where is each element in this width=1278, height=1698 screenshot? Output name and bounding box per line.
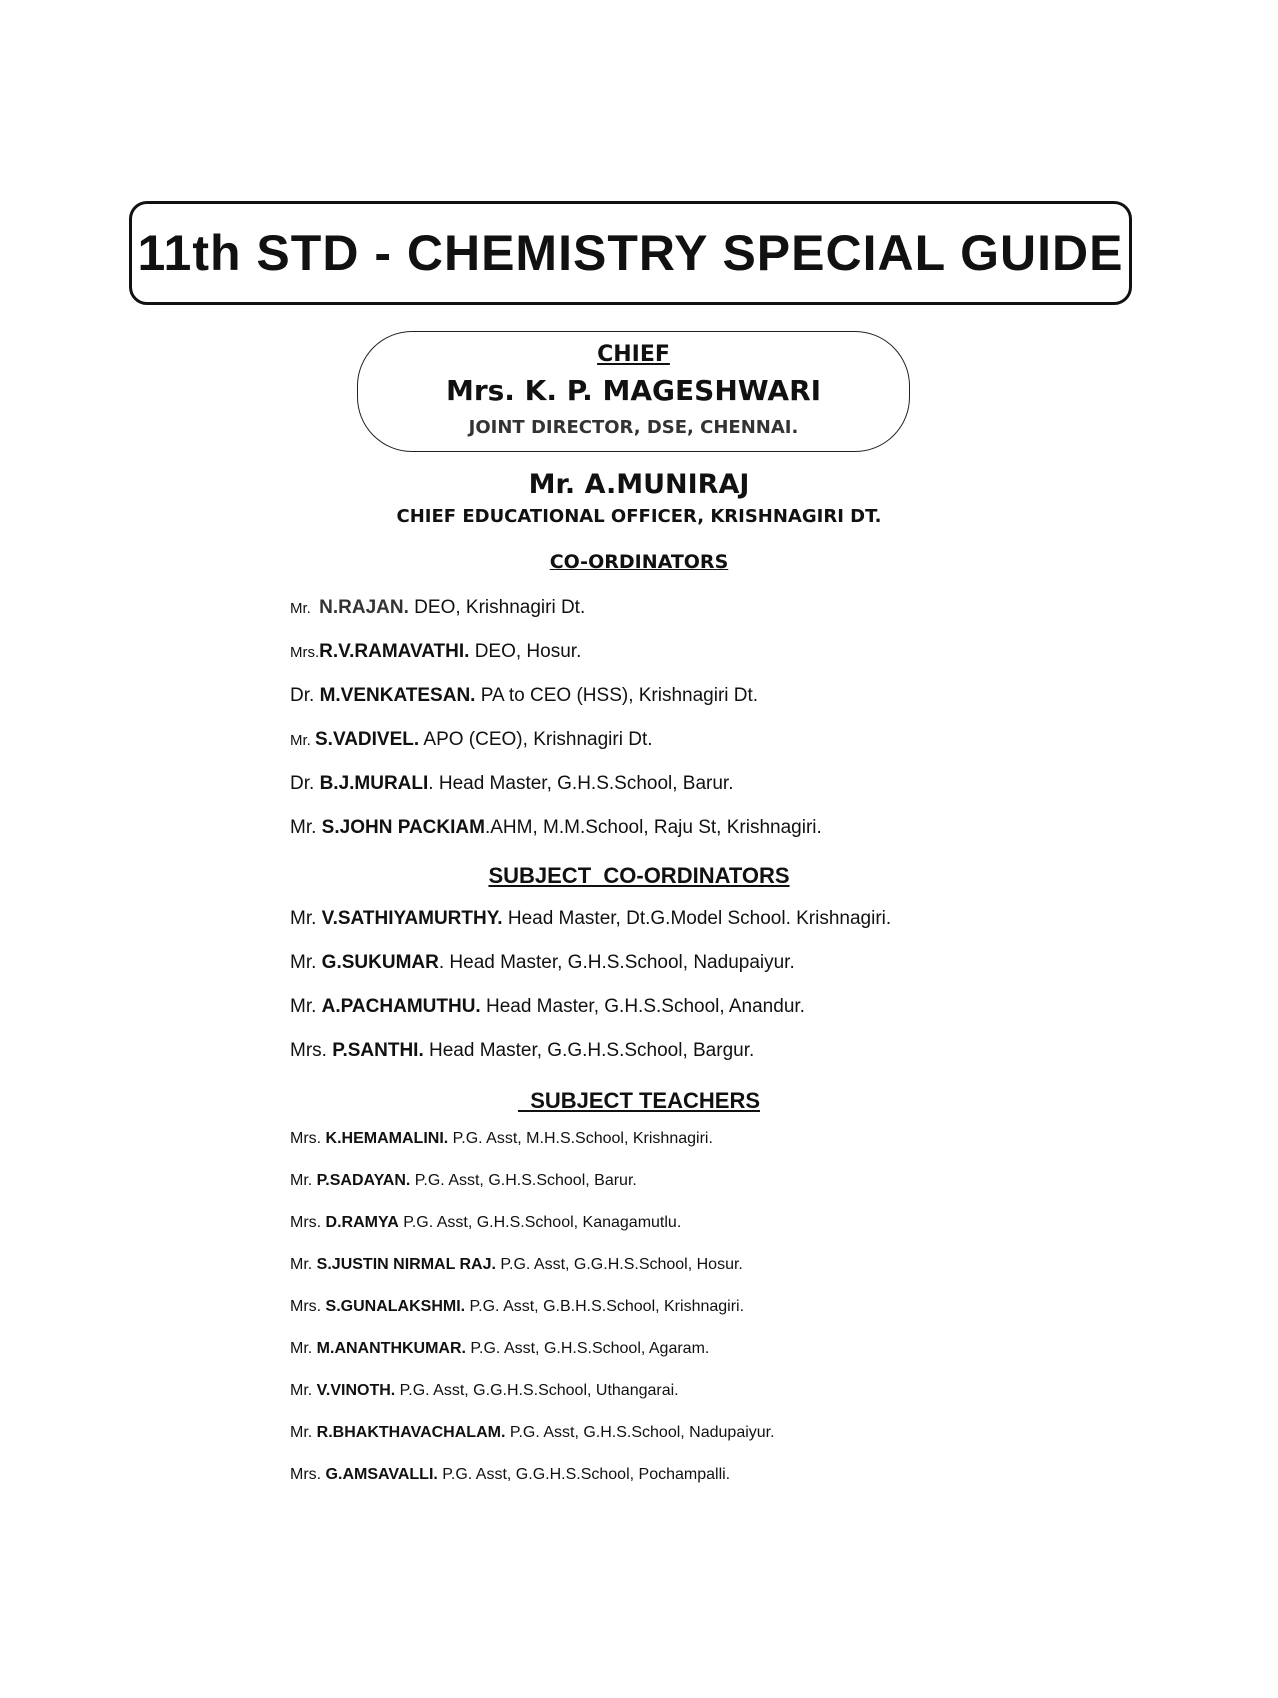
person-detail: .AHM, M.M.School, Raju St, Krishnagiri. [484, 817, 822, 838]
chief-label: CHIEF [597, 342, 670, 367]
person-detail: PA to CEO (HSS), Krishnagiri Dt. [475, 685, 759, 706]
subject-coordinator-row [290, 1040, 754, 1062]
coordinator-row [290, 597, 585, 619]
teacher-row [290, 1466, 730, 1484]
chief-box [357, 331, 910, 452]
teacher-row [290, 1340, 709, 1358]
coordinator-row [290, 773, 733, 795]
subject-coordinator-row [290, 908, 891, 930]
person-prefix: Mrs. [290, 1214, 326, 1231]
coordinators-heading: CO-ORDINATORS [549, 551, 729, 573]
person-prefix: Dr. [290, 685, 320, 706]
person-prefix: Mr. [290, 1340, 317, 1357]
person-detail: DEO, Hosur. [469, 641, 582, 662]
person-detail: . Head Master, G.H.S.School, Barur. [428, 773, 734, 794]
teacher-row [290, 1130, 713, 1148]
person-name: G.SUKUMAR [321, 952, 439, 973]
person-prefix: Mr. [290, 732, 315, 749]
person-name: G.AMSAVALLI. [325, 1466, 438, 1483]
person-name: S.JOHN PACKIAM [321, 817, 485, 838]
person-name: D.RAMYA [325, 1214, 399, 1231]
person-name: B.J.MURALI [319, 773, 429, 794]
person-detail: DEO, Krishnagiri Dt. [408, 597, 586, 618]
person-detail: P.G. Asst, G.H.S.School, Agaram. [465, 1340, 710, 1357]
person-detail: Head Master, G.G.H.S.School, Bargur. [423, 1040, 755, 1061]
person-name: A.PACHAMUTHU. [321, 996, 481, 1017]
person-name: V.SATHIYAMURTHY. [321, 908, 503, 929]
ceo-name: Mr. A.MUNIRAJ [528, 469, 750, 500]
person-prefix: Mr. [290, 952, 322, 973]
person-prefix: Mr. [290, 600, 320, 617]
chief-name: Mrs. K. P. MAGESHWARI [445, 374, 822, 407]
person-detail: . Head Master, G.H.S.School, Nadupaiyur. [438, 952, 795, 973]
teacher-row [290, 1256, 743, 1274]
document-title: 11th STD - CHEMISTRY SPECIAL GUIDE [137, 225, 1124, 281]
person-prefix: Mr. [290, 996, 322, 1017]
person-detail: P.G. Asst, M.H.S.School, Krishnagiri. [448, 1130, 713, 1147]
teacher-row [290, 1298, 744, 1316]
person-prefix: Mr. [290, 1382, 317, 1399]
person-name: M.ANANTHKUMAR. [316, 1340, 466, 1357]
person-prefix: Mrs. [290, 644, 320, 661]
person-prefix: Mr. [290, 1172, 317, 1189]
person-name: R.BHAKTHAVACHALAM. [316, 1424, 506, 1441]
person-name: S.GUNALAKSHMI. [325, 1298, 466, 1315]
person-name: V.VINOTH. [316, 1382, 396, 1399]
title-box [129, 201, 1132, 305]
person-detail: P.G. Asst, G.B.H.S.School, Krishnagiri. [465, 1298, 745, 1315]
coordinator-row [290, 641, 581, 663]
person-prefix: Mrs. [290, 1130, 326, 1147]
person-detail: P.G. Asst, G.H.S.School, Nadupaiyur. [505, 1424, 775, 1441]
person-prefix: Mr. [290, 817, 322, 838]
teacher-row [290, 1214, 681, 1232]
subject-coordinators-heading: SUBJECT CO-ORDINATORS [488, 863, 790, 888]
teacher-row [290, 1382, 679, 1400]
person-prefix: Mrs. [290, 1466, 326, 1483]
subject-coordinator-row [290, 996, 805, 1018]
teacher-row [290, 1424, 775, 1442]
person-name: P.SADAYAN. [316, 1172, 411, 1189]
person-prefix: Mr. [290, 1424, 317, 1441]
person-detail: P.G. Asst, G.G.H.S.School, Hosur. [495, 1256, 743, 1273]
person-detail: Head Master, G.H.S.School, Anandur. [480, 996, 805, 1017]
coordinator-row [290, 729, 653, 751]
person-detail: P.G. Asst, G.G.H.S.School, Uthangarai. [395, 1382, 679, 1399]
person-detail: P.G. Asst, G.H.S.School, Barur. [410, 1172, 637, 1189]
person-name: P.SANTHI. [332, 1040, 424, 1061]
person-prefix: Mr. [290, 908, 322, 929]
ceo-role: CHIEF EDUCATIONAL OFFICER, KRISHNAGIRI DT. [396, 506, 882, 527]
person-name: K.HEMAMALINI. [325, 1130, 449, 1147]
person-detail: Head Master, Dt.G.Model School. Krishnagiri. [502, 908, 892, 929]
person-detail: P.G. Asst, G.H.S.School, Kanagamutlu. [398, 1214, 682, 1231]
person-name: N.RAJAN. [319, 597, 409, 618]
person-name: S.JUSTIN NIRMAL RAJ. [316, 1256, 496, 1273]
person-detail: P.G. Asst, G.G.H.S.School, Pochampalli. [437, 1466, 731, 1483]
person-prefix: Dr. [290, 773, 320, 794]
person-name: S.VADIVEL. [315, 729, 420, 750]
teacher-row [290, 1172, 637, 1190]
person-detail: APO (CEO), Krishnagiri Dt. [419, 729, 653, 750]
chief-role: JOINT DIRECTOR, DSE, CHENNAI. [468, 417, 799, 438]
person-prefix: Mrs. [290, 1298, 326, 1315]
coordinator-row [290, 817, 822, 839]
person-prefix: Mrs. [290, 1040, 333, 1061]
subject-coordinator-row [290, 952, 795, 974]
subject-teachers-heading: SUBJECT TEACHERS [517, 1088, 761, 1113]
person-prefix: Mr. [290, 1256, 317, 1273]
person-name: R.V.RAMAVATHI. [319, 641, 470, 662]
person-name: M.VENKATESAN. [319, 685, 476, 706]
coordinator-row [290, 685, 758, 707]
